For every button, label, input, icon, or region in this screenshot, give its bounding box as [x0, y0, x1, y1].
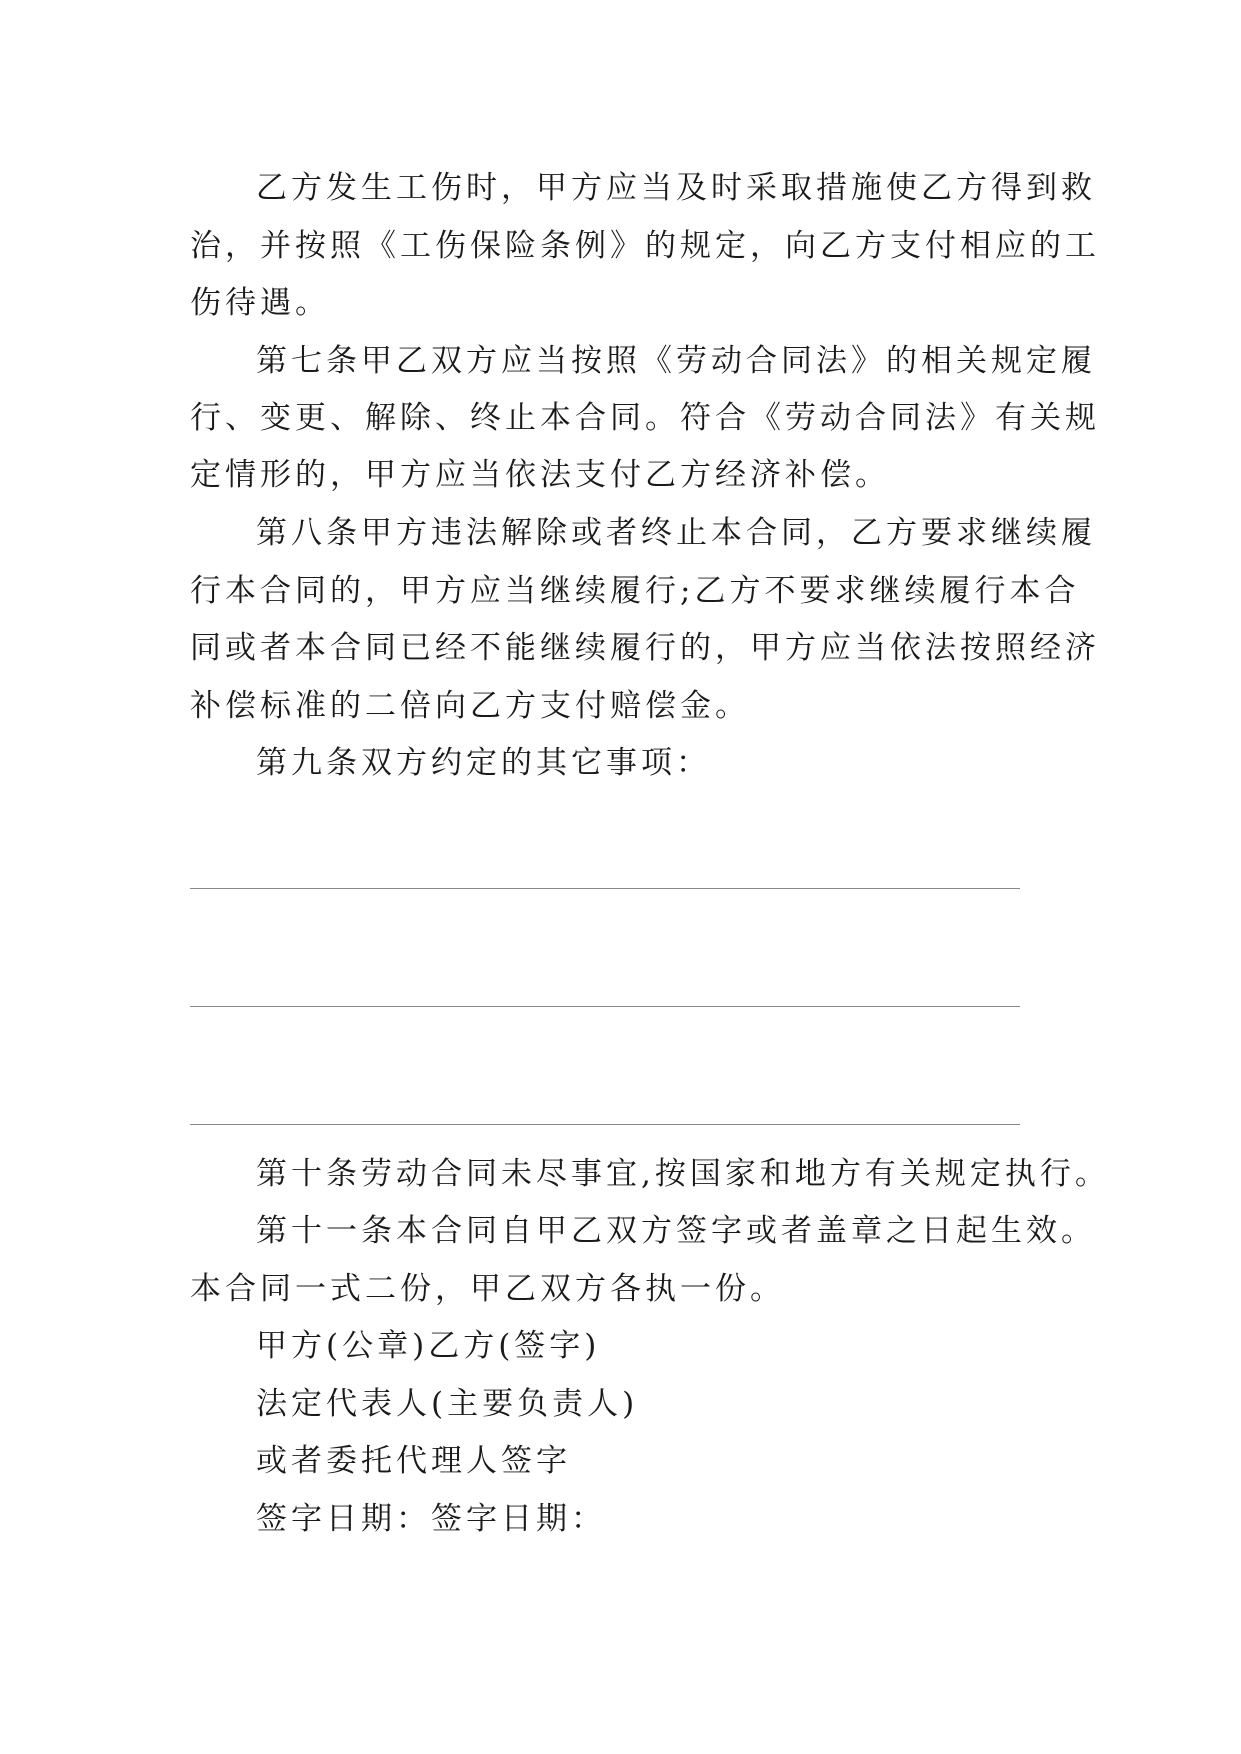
- article-7-line: 第七条甲乙双方应当按照《劳动合同法》的相关规定履: [256, 343, 1096, 379]
- article-8-line: 行本合同的，甲方应当继续履行;乙方不要求继续履行本合: [190, 573, 1080, 609]
- article-7-line: 定情形的，甲方应当依法支付乙方经济补偿。: [190, 457, 890, 493]
- blank-fill-line: [190, 1124, 1020, 1125]
- legal-representative-line: 法定代表人(主要负责人): [256, 1386, 639, 1422]
- article-11-line: 本合同一式二份，甲乙双方各执一份。: [190, 1271, 785, 1307]
- article-11-line: 第十一条本合同自甲乙双方签字或者盖章之日起生效。: [256, 1213, 1096, 1249]
- paragraph-line: 乙方发生工伤时，甲方应当及时采取措施使乙方得到救: [256, 170, 1096, 206]
- signature-date-line: 签字日期：签字日期：: [256, 1501, 606, 1537]
- paragraph-line: 伤待遇。: [190, 285, 330, 321]
- article-8-line: 第八条甲方违法解除或者终止本合同，乙方要求继续履: [256, 515, 1096, 551]
- article-7-line: 行、变更、解除、终止本合同。符合《劳动合同法》有关规: [190, 400, 1100, 436]
- blank-fill-line: [190, 1006, 1020, 1007]
- agent-signature-line: 或者委托代理人签字: [256, 1443, 571, 1479]
- signature-party-line: 甲方(公章)乙方(签字): [256, 1328, 601, 1364]
- paragraph-line: 治，并按照《工伤保险条例》的规定，向乙方支付相应的工: [190, 228, 1100, 264]
- article-8-line: 补偿标准的二倍向乙方支付赔偿金。: [190, 688, 750, 724]
- blank-fill-line: [190, 888, 1020, 889]
- article-8-line: 同或者本合同已经不能继续履行的，甲方应当依法按照经济: [190, 630, 1100, 666]
- article-10-line: 第十条劳动合同未尽事宜,按国家和地方有关规定执行。: [256, 1156, 1110, 1192]
- article-9-line: 第九条双方约定的其它事项：: [256, 745, 711, 781]
